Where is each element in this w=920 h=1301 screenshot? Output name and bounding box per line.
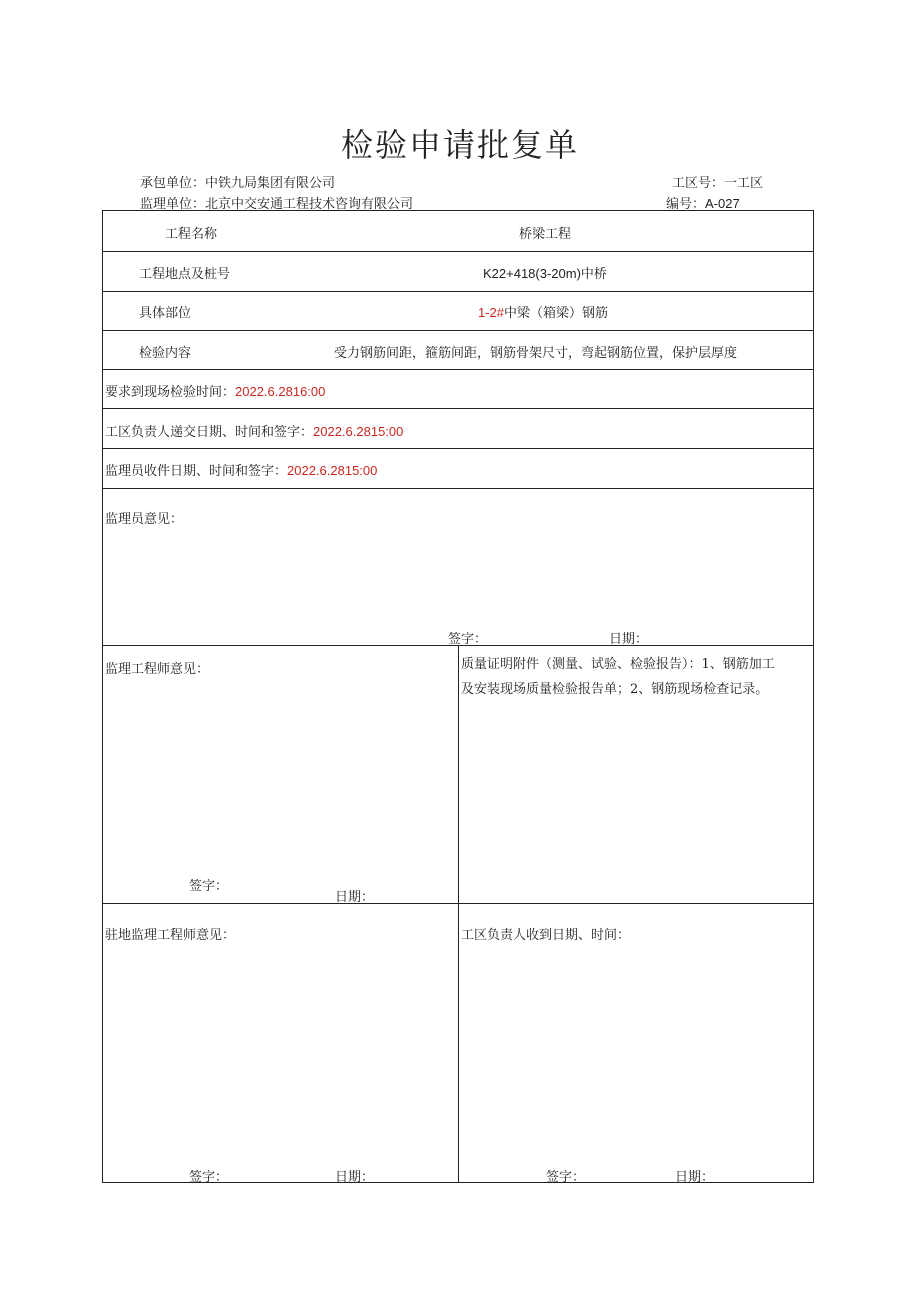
section-receipt-label: 工区负责人收到日期、时间： <box>461 928 631 943</box>
form-table <box>102 210 814 1183</box>
submit-label: 工区负责人递交日期、时间和签字： <box>105 425 314 440</box>
part-value-text: 中梁（箱梁）钢筋 <box>504 306 609 321</box>
required-time-label: 要求到现场检验时间： <box>105 385 236 400</box>
engineer-opinion-label: 监理工程师意见： <box>105 662 210 677</box>
content-value: 受力钢筋间距，箍筋间距，钢筋骨架尺寸，弯起钢筋位置，保护层厚度 <box>334 346 738 361</box>
required-time-value: 2022.6.2816:00 <box>235 384 326 399</box>
attachments-line-2: 及安装现场质量检验报告单；2、钢筋现场检查记录。 <box>461 682 769 697</box>
page-title: 检验申请批复单 <box>340 126 579 164</box>
location-value: K22+418(3-20m)中桥 <box>483 266 607 281</box>
section-receipt-date-label: 日期： <box>675 1170 715 1185</box>
resident-sign-label: 签字： <box>189 1170 229 1185</box>
row-divider <box>103 488 813 489</box>
section-label: 工区号： <box>672 176 725 191</box>
supervisor-label: 监理单位： <box>140 197 206 212</box>
receive-label: 监理员收件日期、时间和签字： <box>105 464 288 479</box>
row-divider <box>103 291 813 292</box>
row-divider <box>103 408 813 409</box>
contractor-value: 中铁九局集团有限公司 <box>205 176 336 191</box>
attachments-line-1: 质量证明附件（测量、试验、检验报告）：1、钢筋加工 <box>461 657 775 672</box>
required-time-row <box>105 381 325 400</box>
contractor-label: 承包单位： <box>140 176 206 191</box>
part-label: 具体部位 <box>139 306 192 321</box>
part-value-highlight: 1-2# <box>478 305 505 320</box>
resident-date-label: 日期： <box>335 1170 375 1185</box>
section-line <box>672 172 763 191</box>
supervisor-date-label: 日期： <box>609 632 649 647</box>
project-name-value: 桥梁工程 <box>519 227 572 242</box>
content-label: 检验内容 <box>139 346 192 361</box>
resident-opinion-label: 驻地监理工程师意见： <box>105 928 236 943</box>
row-divider <box>103 369 813 370</box>
number-label: 编号： <box>666 197 706 212</box>
supervisor-opinion-label: 监理员意见： <box>105 512 184 527</box>
row-divider <box>103 251 813 252</box>
submit-row <box>105 421 403 440</box>
submit-value: 2022.6.2815:00 <box>313 424 404 439</box>
receive-value: 2022.6.2815:00 <box>287 463 378 478</box>
section-receipt-sign-label: 签字： <box>546 1170 586 1185</box>
row-divider <box>103 330 813 331</box>
engineer-date-label: 日期： <box>335 890 375 905</box>
receive-row <box>105 460 377 479</box>
contractor-line <box>140 172 335 191</box>
engineer-sign-label: 签字： <box>189 879 229 894</box>
section-value: 一工区 <box>724 176 764 191</box>
number-value: A-027 <box>705 196 740 211</box>
project-name-label: 工程名称 <box>165 227 218 242</box>
supervisor-value: 北京中交安通工程技术咨询有限公司 <box>205 197 414 212</box>
row-divider <box>103 448 813 449</box>
location-label: 工程地点及桩号 <box>139 267 231 282</box>
part-value <box>478 302 608 321</box>
supervisor-sign-label: 签字： <box>448 632 488 647</box>
column-divider <box>458 645 459 1182</box>
